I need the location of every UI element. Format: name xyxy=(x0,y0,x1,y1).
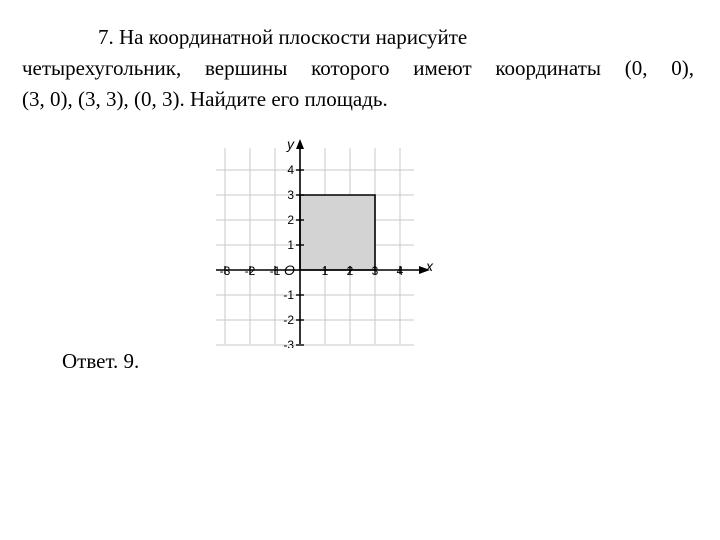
x-axis-label: x xyxy=(426,258,433,274)
y-tick-label: 3 xyxy=(287,188,294,202)
y-axis-arrow xyxy=(296,139,304,149)
origin-label: O xyxy=(284,262,295,278)
x-tick-label: -2 xyxy=(244,264,256,278)
y-tick-label: 4 xyxy=(287,163,294,177)
x-tick-label: 4 xyxy=(396,264,404,278)
problem-line-2: четырехугольник, вершины которого имеют координаты (0, 0), xyxy=(22,56,694,80)
y-axis-label: y xyxy=(287,138,294,152)
answer: Ответ. 9. xyxy=(62,349,140,373)
x-tick-label: 1 xyxy=(321,264,329,278)
x-tick-label: 3 xyxy=(371,264,379,278)
quadrilateral-shape xyxy=(300,195,375,270)
y-tick-label: 1 xyxy=(287,238,294,252)
y-tick-label: -1 xyxy=(283,288,294,302)
x-tick-label: 2 xyxy=(346,264,354,278)
y-tick-label: 2 xyxy=(287,213,294,227)
problem-statement xyxy=(22,22,694,115)
y-tick-label: -3 xyxy=(283,338,294,348)
problem-line-3: (3, 0), (3, 3), (0, 3). Найдите его площадь. xyxy=(22,87,388,111)
x-tick-label: -1 xyxy=(269,264,281,278)
x-tick-label: -3 xyxy=(219,264,231,278)
problem-line-1: 7. На координатной плоскости нарисуйте xyxy=(98,25,468,49)
y-tick-label: -2 xyxy=(283,313,294,327)
coordinate-plane xyxy=(210,138,448,348)
